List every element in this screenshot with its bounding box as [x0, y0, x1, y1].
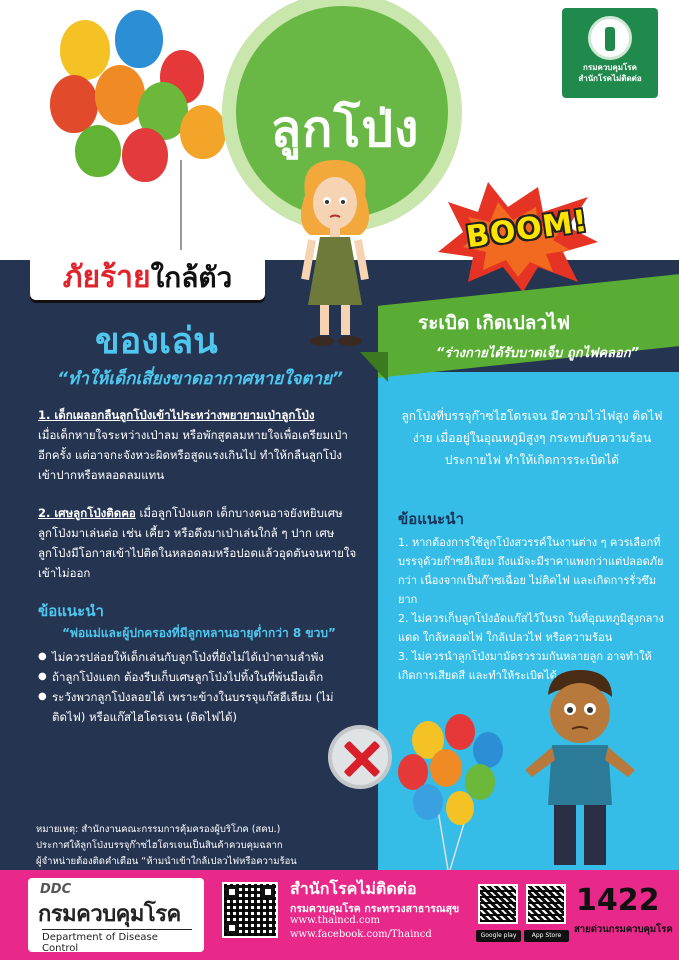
right-advice — [398, 510, 666, 685]
qr-code-icon[interactable] — [478, 884, 518, 924]
balloon — [50, 75, 98, 133]
balloon — [180, 105, 226, 159]
left-content — [38, 405, 360, 727]
left-paragraph-2 — [38, 503, 360, 583]
danger-heading — [30, 250, 265, 300]
footnote — [36, 822, 336, 870]
page-title: ลูกโป่ง — [270, 100, 420, 158]
qr-corner — [262, 886, 274, 898]
ribbon-subtitle: “ร่างกายได้รับบาดเจ็บ ถูกไฟคลอก” — [436, 346, 640, 361]
list-item: ● ไม่ควรปล่อยให้เด็กเล่นกับลูกโป่งที่ยังไม่ได้เป่าตามลำพัง — [38, 647, 360, 667]
note-line: ประกาศให้ลูกโป่งบรรจุก๊าซไฮโดรเจนเป็นสินค้าควบคุมฉลาก — [36, 840, 283, 851]
qr-code-icon[interactable] — [526, 884, 566, 924]
office-subtitle: กรมควบคุมโรค กระทรวงสาธารณสุข — [290, 903, 460, 915]
danger-red-text: ภัยร้าย — [62, 260, 151, 295]
left-paragraph-1 — [38, 405, 360, 485]
p2-title: 2. เศษลูกโป่งติดคอ — [38, 506, 136, 520]
qr-corner — [226, 886, 238, 898]
p1-body: เมื่อเด็กหายใจระหว่างเป่าลม หรือพักสูดลมหายใจเพื่อเตรียมเป่าอีกครั้ง แต่อาจกะจังหวะผิดหรือสูดแรงเกินไป ทำให้กลืนลูกโป่งเข้าปากหรือหลอดลมแทน — [38, 428, 348, 482]
balloon — [60, 20, 110, 80]
p2-body: เมื่อลูกโป่งแตก เด็กบางคนอาจยังหยิบเศษลูกโป่งมาเล่นต่อ เช่น เคี้ยว หรือดึงมาเป่าเล่นใกล้ ๆ ปาก เศษลูกโป่งมีโอกาสเข้าไปติดในหลอดลมหรือปอดแล้วอุดตันจนหายใจเข้าไม่ออก — [38, 506, 357, 580]
boom-text: BOOM! — [464, 203, 591, 256]
ddc-abbrev: DDC — [40, 882, 72, 897]
ribbon-title: ระเบิด เกิดเปลวไฟ — [418, 312, 571, 334]
balloon — [122, 128, 168, 182]
ministry-emblem-icon — [588, 16, 632, 60]
list-item: 2. ไม่ควรเก็บลูกโป่งอัดแก๊สไว้ในรถ ในที่อุณหภูมิสูงกลางแดด ใกล้หลอดไฟ ใกล้เปลวไฟ หรือความร้อน — [398, 612, 664, 644]
balloon-string — [180, 160, 182, 250]
note-line: หมายเหตุ: สำนักงานคณะกรรมการคุ้มครองผู้บริโภค (สคบ.) — [36, 824, 281, 835]
facebook-link[interactable]: www.facebook.com/Thaincd — [290, 929, 432, 940]
note-line: ผู้จำหน่ายต้องติดคำเตือน “ห้ามนำเข้าใกล้เปลวไฟหรือความร้อน — [36, 856, 297, 867]
hotline-label: สายด่วนกรมควบคุมโรค — [574, 924, 673, 935]
google-play-badge[interactable]: Google play — [476, 930, 521, 942]
list-item: 3. ไม่ควรนำลูกโป่งมามัดรวรวมกันหลายลูก อาจทำให้เกิดการเสียดสี และทำให้ระเบิดได้ — [398, 650, 652, 682]
ddc-logo — [562, 8, 658, 98]
girl-illustration — [290, 155, 380, 355]
qr-code-icon[interactable] — [222, 882, 278, 938]
toy-heading: ของเล่น — [95, 321, 218, 362]
p1-title: 1. เด็กเผลอกลืนลูกโป่งเข้าไประหว่างพยายามเป่าลูกโป่ง — [38, 408, 315, 422]
app-store-badge[interactable]: App Store — [524, 930, 569, 942]
danger-black-text: ใกล้ตัว — [150, 261, 233, 294]
ddc-english-name: Department of Disease Control — [42, 929, 192, 954]
prohibited-x-icon — [328, 725, 392, 789]
balloon-bunch-illustration — [40, 10, 230, 250]
ddc-name: กรมควบคุมโรค — [38, 902, 181, 927]
logo-line2: สำนักโรคไม่ติดต่อ — [578, 74, 642, 83]
list-item: 1. หากต้องการใช้ลูกโป่งสวรรค์ในงานต่าง ๆ ควรเลือกที่บรรจุด้วยก๊าซฮีเลียม ถึงแม้จะมีราคาแพงกว่าแต่ปลอดภัยกว่า เนื่องจากเป็นก๊าซเฉื่อย ไม่ติดไฟ และเกิดการรั่วซึมยาก — [398, 536, 664, 606]
heading-quote: “ทำให้เด็กเสี่ยงขาดอากาศหายใจตาย” — [57, 369, 343, 389]
qr-pattern — [480, 886, 516, 922]
right-advice-title: ข้อแนะนำ — [398, 510, 464, 528]
office-name: สำนักโรคไม่ติดต่อ — [290, 879, 417, 898]
balloon-cluster-illustration — [388, 710, 518, 870]
balloon — [75, 125, 121, 177]
website-link[interactable]: www.thaincd.com — [290, 915, 381, 926]
qr-pattern — [528, 886, 564, 922]
list-item: ● ระวังพวกลูกโป่งลอยได้ เพราะข้างในบรรจุแก๊สฮีเลียม (ไม่ติดไฟ) หรือแก๊สไฮโดรเจน (ติดไฟได้) — [38, 687, 360, 727]
boy-illustration — [520, 665, 640, 870]
list-item: ● ถ้าลูกโป่งแตก ต้องรีบเก็บเศษลูกโป่งไปทิ้งในที่พ้นมือเด็ก — [38, 667, 360, 687]
ribbon-fold — [360, 352, 388, 382]
left-advice-title: ข้อแนะนำ — [38, 602, 104, 620]
right-intro: ลูกโป่งที่บรรจุก๊าซไฮโดรเจน มีความไวไฟสูง ติดไฟง่าย เมื่ออยู่ในอุณหภูมิสูงๆ กระทบกับความร้อน ประกายไฟ ทำให้เกิดการระเบิดได้ — [401, 409, 663, 467]
qr-corner — [226, 922, 238, 934]
left-advice-quote: “พ่อแม่และผู้ปกครองที่มีลูกหลานอายุต่ำกว่า 8 ขวบ” — [62, 626, 336, 640]
balloon — [115, 10, 163, 68]
logo-line1: กรมควบคุมโรค — [583, 63, 637, 72]
hotline-number: 1422 — [576, 883, 660, 918]
